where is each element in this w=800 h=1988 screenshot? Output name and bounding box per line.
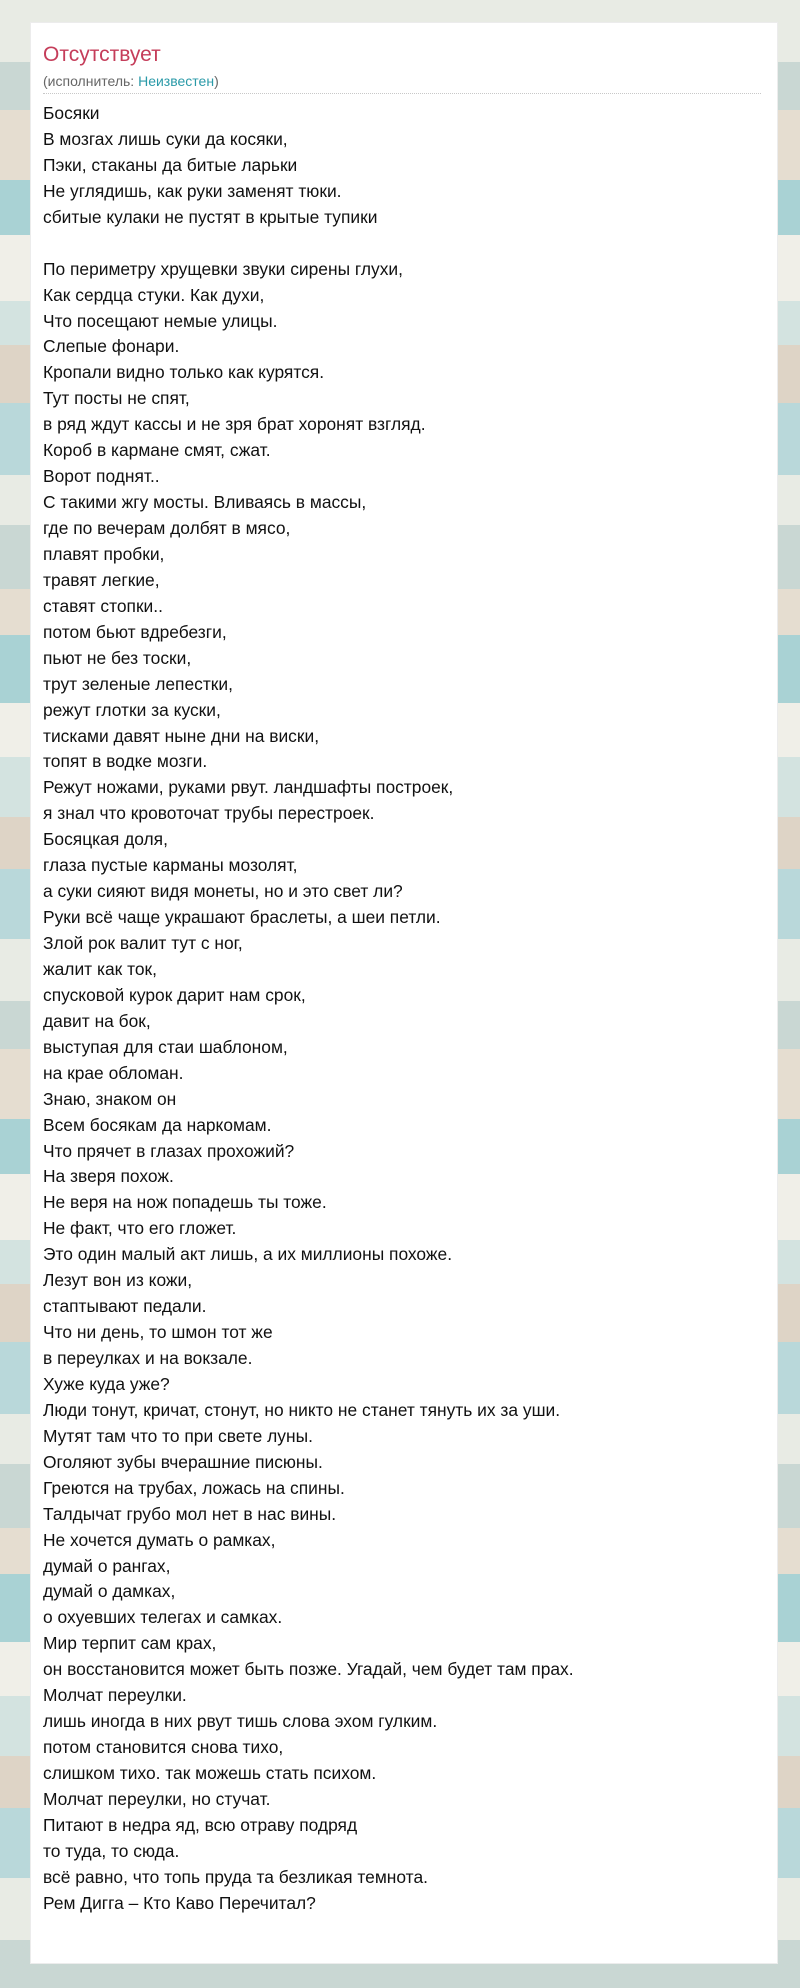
lyric-line: Хуже куда уже?: [43, 1373, 170, 1394]
lyric-line: Режут ножами, руками рвут. ландшафты построек,: [43, 777, 454, 798]
lyric-line: Как сердца стуки. Как духи,: [43, 284, 265, 305]
lyric-line: потом бьют вдребезги,: [43, 621, 227, 642]
lyric-line: а суки сияют видя монеты, но и это свет ли?: [43, 881, 403, 902]
lyric-line: Молчат переулки, но стучат.: [43, 1788, 271, 1809]
lyric-line: Не углядишь, как руки заменят тюки.: [43, 180, 342, 201]
lyric-line: Что посещают немые улицы.: [43, 310, 278, 331]
performer-prefix: (исполнитель:: [43, 73, 139, 89]
lyric-line: выступая для стаи шаблоном,: [43, 1036, 288, 1057]
lyric-line: Питают в недра яд, всю отраву подряд: [43, 1814, 358, 1835]
lyric-line: Мир терпит сам крах,: [43, 1633, 217, 1654]
lyric-line: На зверя похож.: [43, 1166, 174, 1187]
lyric-line: я знал что кровоточат трубы перестроек.: [43, 803, 375, 824]
lyric-line: Всем босякам да наркомам.: [43, 1114, 272, 1135]
song-title: Отсутствует: [43, 43, 161, 66]
lyric-line: Талдычат грубо мол нет в нас вины.: [43, 1503, 337, 1524]
lyric-line: где по вечерам долбят в мясо,: [43, 518, 291, 538]
lyric-line: Греются на трубах, ложась на спины.: [43, 1477, 345, 1498]
lyric-line: Короб в кармане смят, сжат.: [43, 440, 271, 461]
lyric-line: в ряд ждут кассы и не зря брат хоронят взгляд.: [43, 414, 426, 435]
lyric-line: Кропали видно только как курятся.: [43, 362, 325, 383]
lyric-line: режут глотки за куски,: [43, 699, 221, 720]
lyric-line: С такими жгу мосты. Вливаясь в массы,: [43, 492, 367, 513]
lyric-line: давит на бок,: [43, 1010, 151, 1031]
lyric-line: [43, 231, 574, 257]
lyric-line: ставят стопки..: [43, 595, 163, 616]
lyric-line: Знаю, знаком он: [43, 1088, 177, 1109]
lyric-line: он восстановится может быть позже. Угадай, чем будет там прах.: [43, 1659, 574, 1680]
lyric-line: думай о дамках,: [43, 1581, 176, 1602]
lyric-line: глаза пустые карманы мозолят,: [43, 855, 298, 876]
performer-link[interactable]: Неизвестен: [138, 73, 215, 89]
lyric-line: то туда, то сюда.: [43, 1840, 180, 1861]
lyric-line: плавят пробки,: [43, 543, 165, 564]
lyric-line: Ворот поднят..: [43, 466, 160, 487]
lyric-line: о охуевших телегах и самках.: [43, 1607, 283, 1628]
lyric-line: В мозгах лишь суки да косяки,: [43, 128, 288, 149]
lyrics-text: [43, 101, 574, 1917]
lyric-line: Что прячет в глазах прохожий?: [43, 1140, 295, 1161]
lyric-line: на крае обломан.: [43, 1062, 184, 1083]
lyric-line: Не факт, что его гложет.: [43, 1218, 237, 1239]
lyric-line: Пэки, стаканы да битые ларьки: [43, 154, 298, 175]
lyric-line: Руки всё чаще украшают браслеты, а шеи петли.: [43, 907, 441, 928]
lyric-line: всё равно, что топь пруда та безликая темнота.: [43, 1866, 428, 1887]
lyric-line: сбитые кулаки не пустят в крытые тупики: [43, 206, 378, 227]
lyric-line: Люди тонут, кричат, стонут, но никто не станет тянуть их за уши.: [43, 1399, 561, 1420]
lyric-line: слишком тихо. так можешь стать психом.: [43, 1763, 377, 1783]
lyric-line: Слепые фонари.: [43, 336, 180, 357]
lyric-line: топят в водке мозги.: [43, 751, 208, 772]
lyric-line: Босяки: [43, 103, 100, 123]
lyric-line: Босяцкая доля,: [43, 829, 168, 850]
lyrics-card: [30, 22, 778, 1964]
lyric-line: трут зеленые лепестки,: [43, 673, 233, 694]
lyric-line: травят легкие,: [43, 569, 160, 590]
lyric-line: спусковой курок дарит нам срок,: [43, 984, 306, 1005]
performer-suffix: ): [214, 73, 219, 89]
lyric-line: стаптывают педали.: [43, 1296, 207, 1317]
lyric-line: Рем Дигга – Кто Каво Перечитал?: [43, 1892, 316, 1913]
divider: [43, 93, 761, 94]
lyric-line: думай о рангах,: [43, 1555, 171, 1576]
lyric-line: По периметру хрущевки звуки сирены глухи,: [43, 258, 403, 279]
lyric-line: Злой рок валит тут с ног,: [43, 933, 243, 953]
lyric-line: Лезут вон из кожи,: [43, 1270, 193, 1291]
lyric-line: жалит как ток,: [43, 958, 157, 979]
lyric-line: лишь иногда в них рвут тишь слова эхом гулким.: [43, 1711, 438, 1732]
lyric-line: пьют не без тоски,: [43, 647, 192, 668]
lyric-line: Мутят там что то при свете луны.: [43, 1425, 313, 1446]
lyric-line: потом становится снова тихо,: [43, 1737, 284, 1758]
lyric-line: Тут посты не спят,: [43, 388, 190, 409]
lyric-line: тисками давят ныне дни на виски,: [43, 725, 320, 746]
lyric-line: Что ни день, то шмон тот же: [43, 1322, 273, 1343]
lyric-line: Не веря на нож попадешь ты тоже.: [43, 1192, 327, 1213]
lyric-line: Молчат переулки.: [43, 1685, 187, 1706]
lyric-line: Оголяют зубы вчерашние писюны.: [43, 1451, 323, 1472]
performer-line: [43, 73, 219, 89]
lyric-line: Не хочется думать о рамках,: [43, 1529, 276, 1550]
lyric-line: в переулках и на вокзале.: [43, 1348, 253, 1368]
lyric-line: Это один малый акт лишь, а их миллионы похоже.: [43, 1244, 453, 1265]
